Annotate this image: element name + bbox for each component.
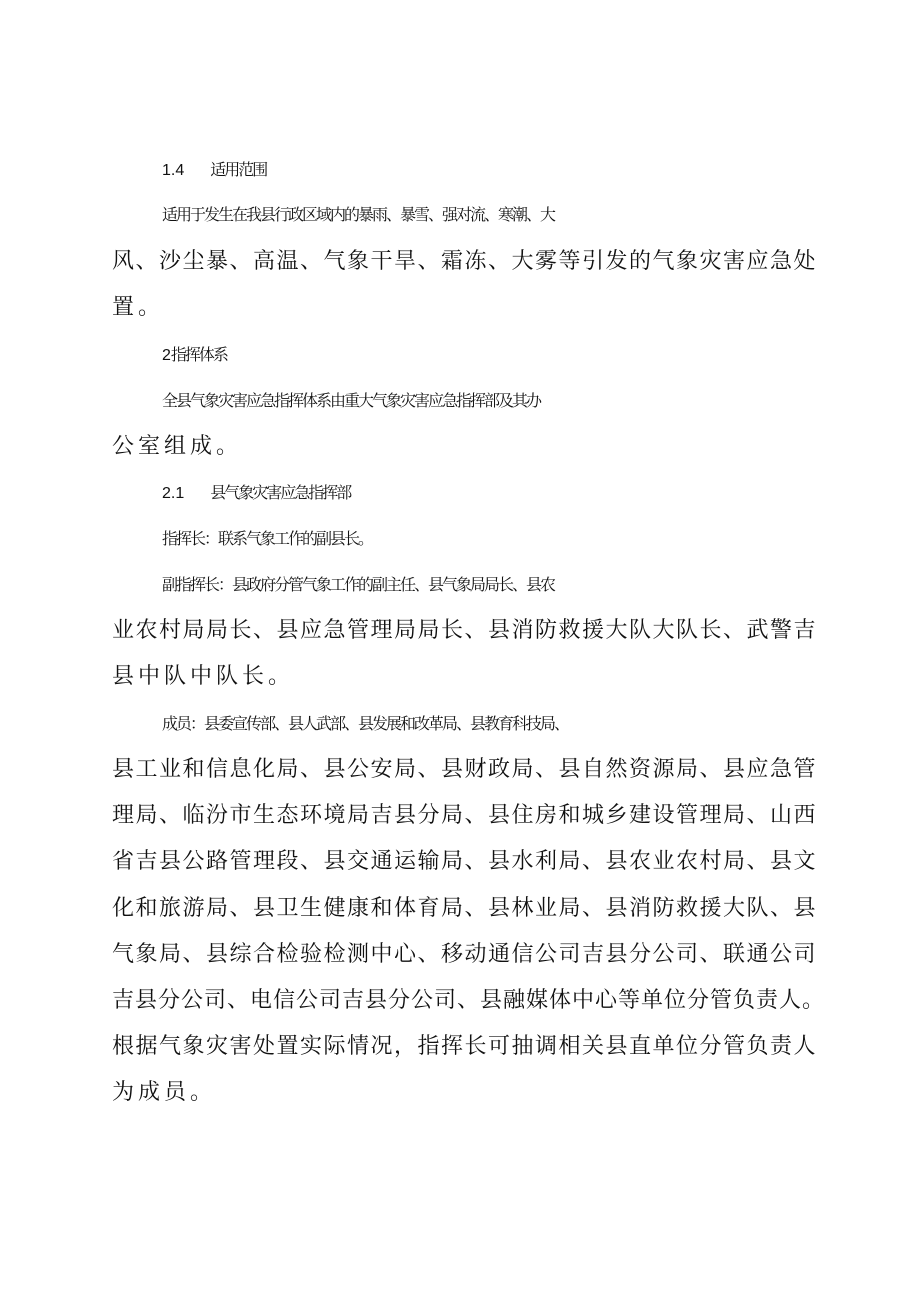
paragraph-line: 化和旅游局、县卫生健康和体育局、县林业局、县消防救援大队、县 (112, 896, 818, 921)
paragraph-line: 副指挥长：县政府分管气象工作的副主任、县气象局局长、县农 (162, 575, 555, 594)
paragraph-line: 县中队中队长。 (112, 664, 295, 689)
paragraph-line: 根据气象灾害处置实际情况，指挥长可抽调相关县直单位分管负责人 (112, 1034, 818, 1059)
paragraph-line: 为成员。 (112, 1080, 217, 1105)
heading-2 (162, 340, 878, 371)
heading-1-4-number: 1.4 (162, 162, 185, 179)
paragraph-line: 指挥长：联系气象工作的副县长。 (162, 529, 373, 548)
paragraph-line: 气象局、县综合检验检测中心、移动通信公司吉县分公司、联通公司 (112, 942, 818, 967)
paragraph-line: 理局、临汾市生态环境局吉县分局、县住房和城乡建设管理局、山西 (112, 803, 818, 828)
heading-2-number: 2 (162, 347, 171, 364)
paragraph-line: 公室组成。 (112, 434, 243, 459)
paragraph-line: 县工业和信息化局、县公安局、县财政局、县自然资源局、县应急管 (112, 757, 818, 782)
paragraph-line: 业农村局局长、县应急管理局局长、县消防救援大队大队长、武警吉 (112, 618, 818, 643)
heading-2-1-number: 2.1 (162, 485, 185, 502)
heading-1-4-title: 适用范围 (210, 160, 267, 179)
paragraph-line: 吉县分公司、电信公司吉县分公司、县融媒体中心等单位分管负责人。 (112, 988, 826, 1013)
heading-1-4 (162, 155, 878, 186)
paragraph-line: 适用于发生在我县行政区域内的暴雨、暴雪、强对流、寒潮、大 (162, 205, 555, 224)
heading-2-title: 指挥体系 (170, 345, 227, 364)
heading-2-1-title: 县气象灾害应急指挥部 (210, 483, 351, 502)
paragraph-line: 省吉县公路管理段、县交通运输局、县水利局、县农业农村局、县文 (112, 849, 818, 874)
paragraph-line: 置。 (112, 295, 165, 320)
heading-2-1 (162, 478, 878, 509)
paragraph-line: 风、沙尘暴、高温、气象干旱、霜冻、大雾等引发的气象灾害应急处 (112, 249, 818, 274)
paragraph-line: 成员：县委宣传部、县人武部、县发展和改革局、县教育科技局、 (162, 714, 569, 733)
paragraph-line: 全县气象灾害应急指挥体系由重大气象灾害应急指挥部及其办 (162, 391, 541, 410)
